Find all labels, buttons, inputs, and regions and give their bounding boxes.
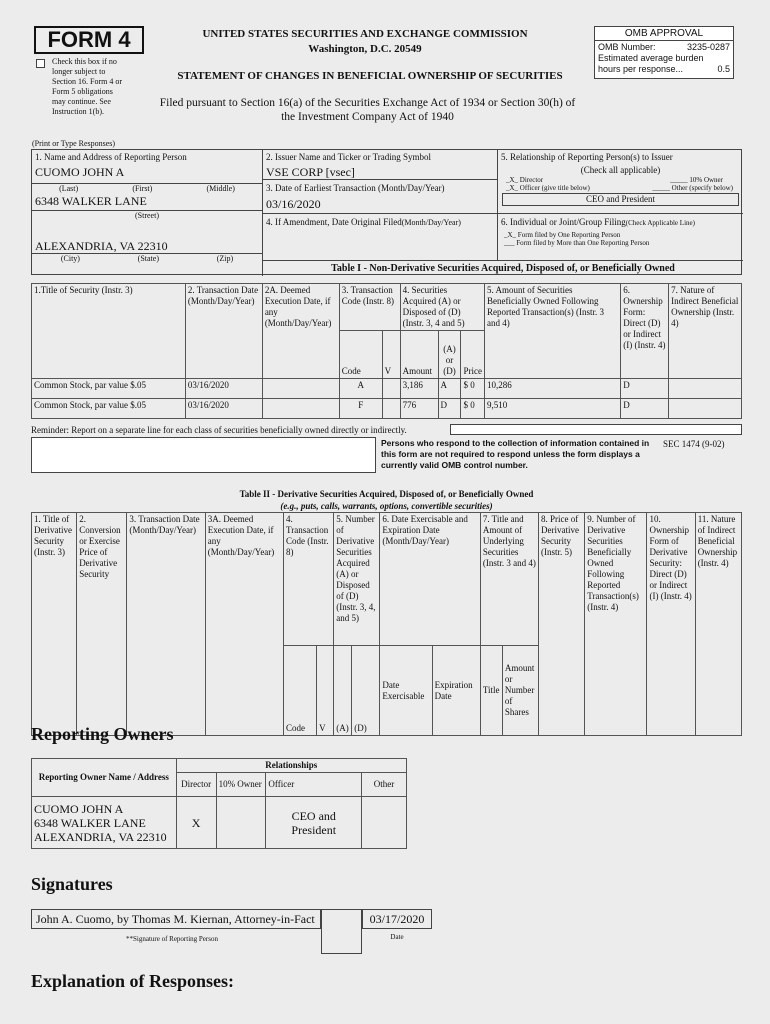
table2-subtitle: (e.g., puts, calls, warrants, options, convertible securities) (280, 501, 493, 511)
filed-pursuant: Filed pursuant to Section 16(a) of the Securities Exchange Act of 1934 or Section 30(h) of the Investment Company Act of 1940 (159, 97, 576, 123)
signature-label: **Signature of Reporting Person (126, 935, 218, 943)
signatures-heading: Signatures (31, 874, 113, 894)
officer-title: CEO and President (502, 193, 739, 206)
table-row: Common Stock, par value $.05 03/16/2020 A 3,186 A $ 0 10,286 D (32, 379, 742, 399)
location: Washington, D.C. 20549 (308, 43, 422, 55)
box1-label: 1. Name and Address of Reporting Person (35, 152, 187, 162)
checkbox-text: Check this box if no longer subject to Section 16. Form 4 or Form 5 obligations may continue. See Instruction 1(b). (52, 57, 122, 116)
form-label: FORM 4 (47, 27, 131, 52)
table2-title: Table II - Derivative Securities Acquired, Disposed of, or Beneficially Owned (239, 489, 534, 499)
table1-title: Table I - Non-Derivative Securities Acquired, Disposed of, or Beneficially Owned (263, 260, 743, 276)
street-value: 6348 WALKER LANE (35, 194, 147, 208)
agency-name: UNITED STATES SECURITIES AND EXCHANGE COMMISSION (202, 28, 528, 40)
table2: 1. Title of Derivative Security (Instr. 3) 2. Conversion or Exercise Price of Derivative Security 3. Transaction Date (Month/Day/Year) 3A. Deemed Execution Date, if any (Month/Day/Year) 4. Transaction Code (Instr. 8) 5. Number of Derivative Securities Acquired (A) or Disposed of (D) (Instr. 3, 4, and 5) 6. Date Exercisable and Expiration Date (Month/Day/Year) 7. Title and Amount of Underlying Securities (Instr. 3 and 4) 8. Price of Derivative Security (Instr. 5) 9. Number of Derivative Securities Beneficially Owned Following Reported Transaction(s) (Instr. 4) 10. Ownership Form of Derivative Security: Direct (D) or Indirect (I) (Instr. 4) 11. Nature of Indirect Beneficial Ownership (Instr. 4) Code V (A) (D) Date Exercisable Expiration Date Title Amount or Number of Shares (31, 512, 742, 736)
sec-number: SEC 1474 (9-02) (663, 439, 725, 449)
signer: John A. Cuomo, by Thomas M. Kiernan, Attorney-in-Fact (31, 909, 321, 929)
earliest-transaction-date: 03/16/2020 (266, 197, 321, 211)
signature-date: 03/17/2020 (362, 909, 432, 929)
reporting-person-name: CUOMO JOHN A (35, 165, 125, 179)
statement-title: STATEMENT OF CHANGES IN BENEFICIAL OWNERSHIP OF SECURITIES (177, 70, 563, 82)
top-grid: 1. Name and Address of Reporting Person CUOMO JOHN A (Last) (First) (Middle) 6348 WALKER LANE (Street) ALEXANDRIA, VA 22310 (City) (State) (Zip) 2. Issuer Name and Ticker or Trading Symbol VSE CORP [vsec] 3. Date of Earliest Transaction (Month/Day/Year) 03/16/2020 4. If Amendment, Date Original Filed(Month/Day/Year) 5. Relationship of Reporting Person(s) to Issuer (Check all applicable) _X_ Director _____ 10% Owner _X_ Officer (give title below) _____ Other (specify below) CEO and President 6. Individual or Joint/Group Filing(Check Applicable Line) _X_ Form filed by One Reporting Person ___ Form filed by More than One Reporting Person Table I - Non-Derivative Securities Acquired, Disposed of, or Beneficially Owned (31, 149, 742, 275)
city-value: ALEXANDRIA, VA 22310 (35, 239, 168, 253)
table-row: CUOMO JOHN A 6348 WALKER LANE ALEXANDRIA, VA 22310 X CEO and President (32, 797, 407, 849)
persons-respond: Persons who respond to the collection of information contained in this form are not required to respond unless the form displays a currently valid OMB control number. (381, 438, 650, 470)
reminder: Reminder: Report on a separate line for each class of securities beneficially owned directly or indirectly. (31, 425, 407, 435)
omb-box: OMB APPROVAL OMB Number: 3235-0287 Estimated average burden hours per response... 0.5 (594, 26, 734, 79)
omb-title: OMB APPROVAL (595, 27, 733, 41)
issuer-name: VSE CORP [vsec] (266, 165, 355, 179)
table-row: Common Stock, par value $.05 03/16/2020 F 776 D $ 0 9,510 D (32, 399, 742, 419)
date-label: Date (390, 933, 404, 941)
print-type: (Print or Type Responses) (32, 139, 116, 148)
checkbox[interactable] (36, 59, 45, 68)
table1: 1.Title of Security (Instr. 3) 2. Transaction Date (Month/Day/Year) 2A. Deemed Execution Date, if any (Month/Day/Year) 3. Transaction Code (Instr. 8) 4. Securities Acquired (A) or Disposed of (D) (Instr. 3, 4 and 5) 5. Amount of Securities Beneficially Owned Following Reported Transaction(s) (Instr. 3 and 4) 6. Ownership Form: Direct (D) or Indirect (I) (Instr. 4) 7. Nature of Indirect Beneficial Ownership (Instr. 4) Code V Amount (A) or (D) Price Common Stock, par value $.05 03/16/2020 A 3,186 A $ 0 10,286 D Common Stock, par value $.05 03/16/2020 F 776 D $ 0 9,510 D (31, 283, 742, 419)
reporting-owners-table: Reporting Owner Name / Address Relationships Director 10% Owner Officer Other CUOMO JOHN A 6348 WALKER LANE ALEXANDRIA, VA 22310 X CEO and President (31, 758, 407, 849)
explanation-heading: Explanation of Responses: (31, 971, 235, 991)
form-label-box (34, 26, 144, 54)
reporting-owners-heading: Reporting Owners (31, 724, 174, 744)
